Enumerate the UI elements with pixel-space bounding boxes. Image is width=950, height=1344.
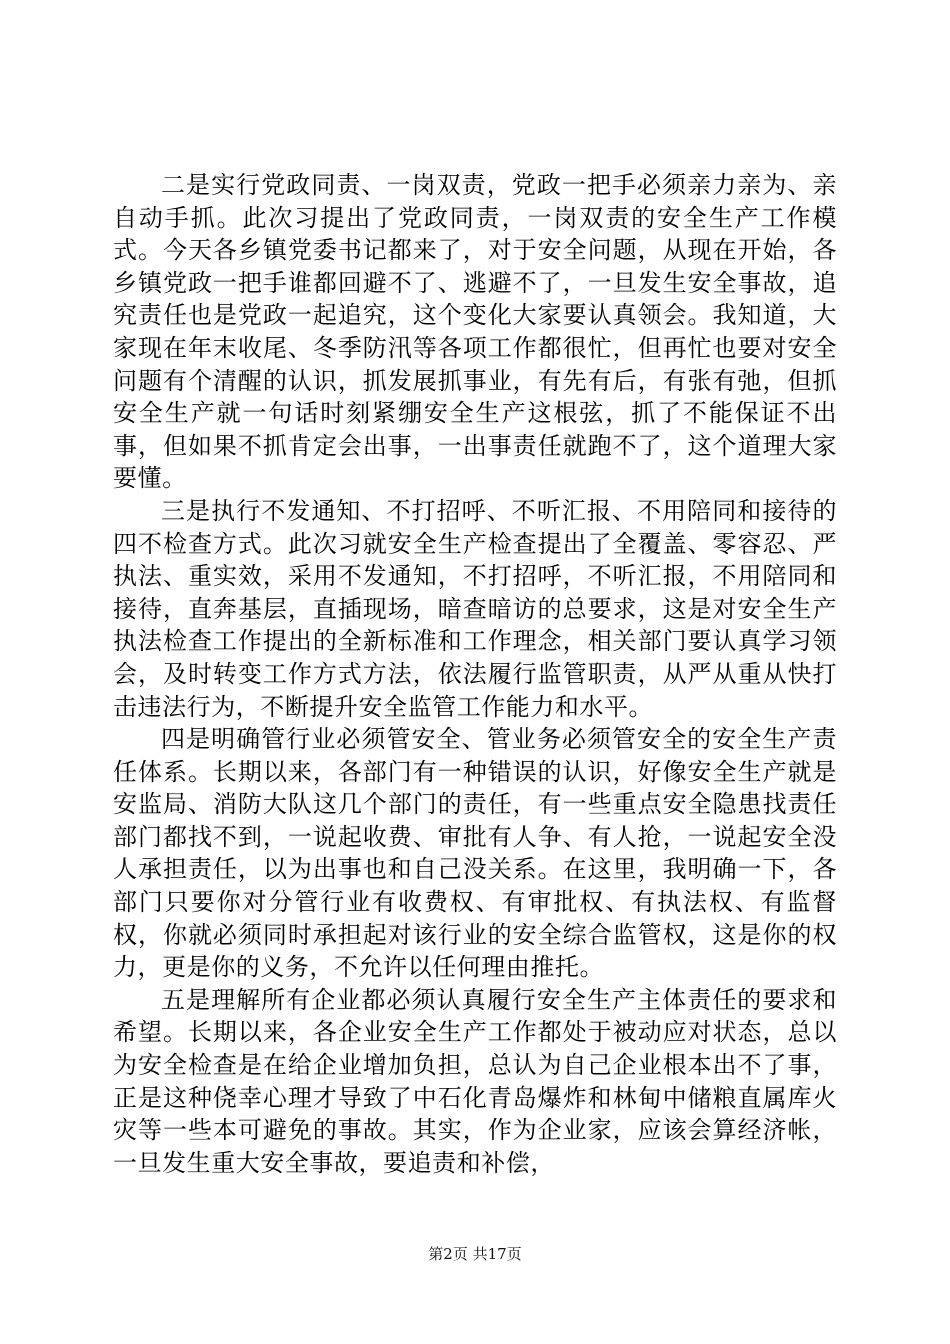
document-body [113, 169, 837, 1179]
paragraph-5: 五是理解所有企业都必须认真履行安全生产主体责任的要求和希望。长期以来，各企业安全生产工作都处于被动应对状态，总以为安全检查是在给企业增加负担，总认为自己企业根本出不了事，正是这种侥幸心理才导致了中石化青岛爆炸和林甸中储粮直属库火灾等一些本可避免的事故。其实，作为企业家，应该会算经济帐，一旦发生重大安全事故，要追责和补偿， [113, 985, 837, 1177]
page-number: 第2页 共17页 [428, 1245, 522, 1263]
paragraph-2: 二是实行党政同责、一岗双责，党政一把手必须亲力亲为、亲自动手抓。此次习提出了党政同责，一岗双责的安全生产工作模式。今天各乡镇党委书记都来了，对于安全问题，从现在开始，各乡镇党政一把手谁都回避不了、逃避不了，一旦发生安全事故，追究责任也是党政一起追究，这个变化大家要认真领会。我知道，大家现在年末收尾、冬季防汛等各项工作都很忙，但再忙也要对安全问题有个清醒的认识，抓发展抓事业，有先有后，有张有弛，但抓安全生产就一句话时刻紧绷安全生产这根弦，抓了不能保证不出事，但如果不抓肯定会出事，一出事责任就跑不了，这个道理大家要懂。 [113, 171, 837, 493]
page-footer [0, 1244, 950, 1264]
paragraph-3: 三是执行不发通知、不打招呼、不听汇报、不用陪同和接待的四不检查方式。此次习就安全生产检查提出了全覆盖、零容忍、严执法、重实效，采用不发通知，不打招呼，不听汇报，不用陪同和接待，直奔基层，直插现场，暗查暗访的总要求，这是对安全生产执法检查工作提出的全新标准和工作理念，相关部门要认真学习领会，及时转变工作方式方法，依法履行监管职责，从严从重从快打击违法行为，不断提升安全监管工作能力和水平。 [113, 496, 837, 721]
paragraph-4: 四是明确管行业必须管安全、管业务必须管安全的安全生产责任体系。长期以来，各部门有一种错误的认识，好像安全生产就是安监局、消防大队这几个部门的责任，有一些重点安全隐患找责任部门都找不到，一说起收费、审批有人争、有人抢，一说起安全没人承担责任，以为出事也和自己没关系。在这里，我明确一下，各部门只要你对分管行业有收费权、有审批权、有执法权、有监督权，你就必须同时承担起对该行业的安全综合监管权，这是你的权力，更是你的义务，不允许以任何理由推托。 [113, 725, 837, 982]
